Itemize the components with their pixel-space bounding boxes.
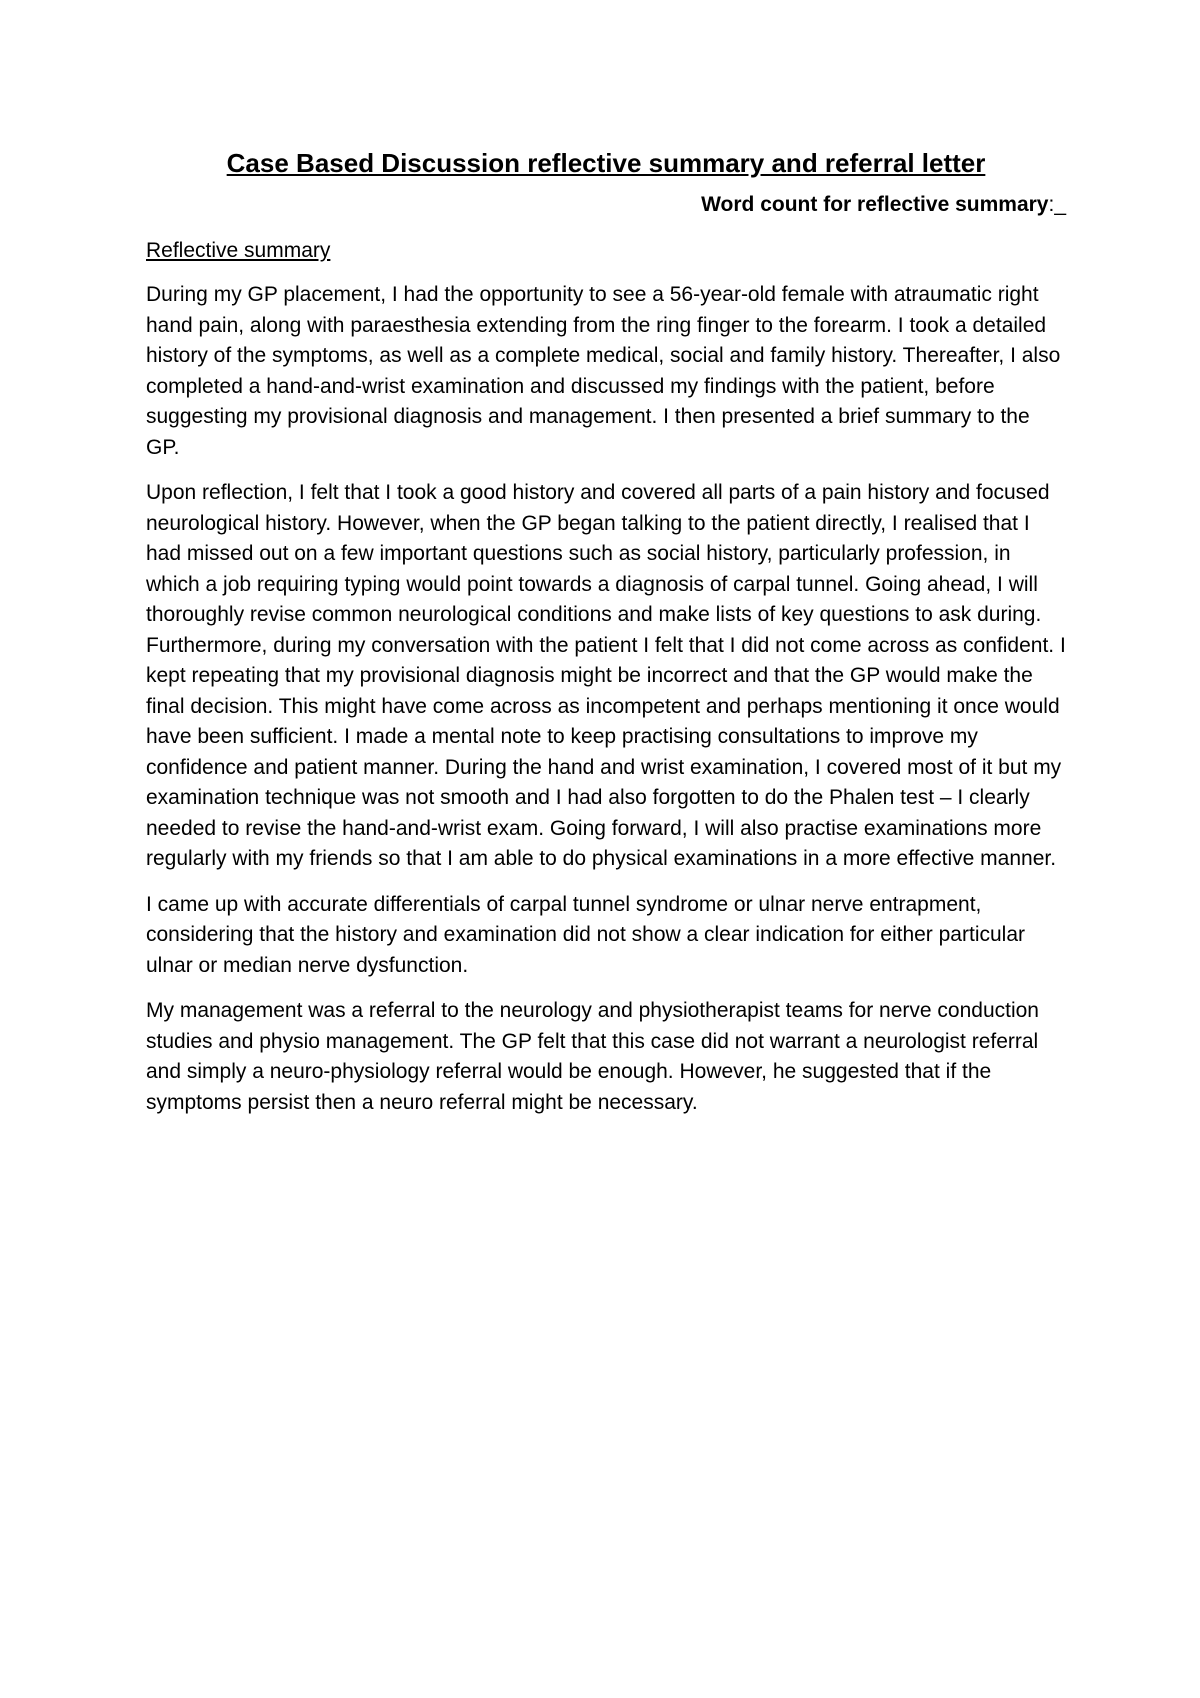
paragraph-1: During my GP placement, I had the opportunity to see a 56-year-old female with atraumatic right hand pain, along with paraesthesia extending from the ring finger to the forearm. I took a detailed history of the symptoms, as well as a complete medical, social and family history. Thereafter, I also completed a hand-and-wrist examination and discussed my findings with the patient, before suggesting my provisional diagnosis and management. I then presented a brief summary to the GP.	[146, 283, 1061, 459]
paragraph-2: Upon reflection, I felt that I took a good history and covered all parts of a pain history and focused neurological history. However, when the GP began talking to the patient directly, I realised that I had missed out on a few important questions such as social history, particularly profession, in which a job requiring typing would point towards a diagnosis of carpal tunnel. Going ahead, I will thoroughly revise common neurological conditions and make lists of key questions to ask during. Furthermore, during my conversation with the patient I felt that I did not come across as confident. I kept repeating that my provisional diagnosis might be incorrect and that the GP would make the final decision. This might have come across as incompetent and perhaps mentioning it once would have been sufficient. I made a mental note to keep practising consultations to improve my confidence and patient manner. During the hand and wrist examination, I covered most of it but my examination technique was not smooth and I had also forgotten to do the Phalen test – I clearly needed to revise the hand-and-wrist exam. Going forward, I will also practise examinations more regularly with my friends so that I am able to do physical examinations in a more effective manner.	[146, 481, 1066, 870]
document-body	[146, 138, 1066, 1118]
word-count-line	[146, 192, 1066, 218]
paragraph-4: My management was a referral to the neurology and physiotherapist teams for nerve conduction studies and physio management. The GP felt that this case did not warrant a neurologist referral and simply a neuro-physiology referral would be enough. However, he suggested that if the symptoms persist then a neuro referral might be necessary.	[146, 999, 1039, 1114]
paragraph-3: I came up with accurate differentials of carpal tunnel syndrome or ulnar nerve entrapment, considering that the history and examination did not show a clear indication for either particular ulnar or median nerve dysfunction.	[146, 892, 1025, 977]
word-count-value: :_	[1048, 193, 1066, 216]
section-heading-reflective-summary: Reflective summary	[146, 239, 331, 262]
word-count-label: Word count for reflective summary	[701, 193, 1049, 216]
document-title: Case Based Discussion reflective summary and referral letter	[226, 148, 986, 178]
